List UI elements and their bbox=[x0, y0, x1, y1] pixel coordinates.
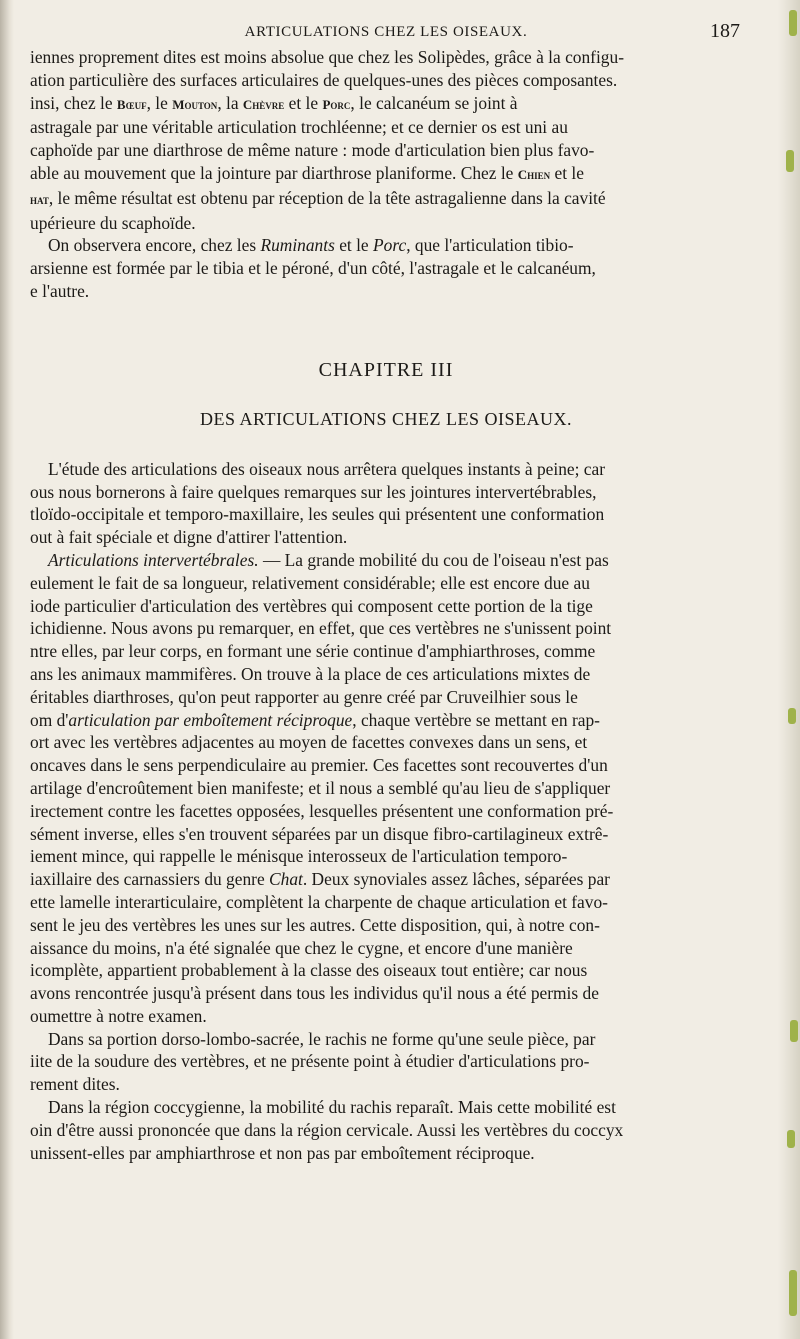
text-line: oumettre à notre examen. bbox=[30, 1005, 207, 1026]
text-line bbox=[30, 868, 742, 891]
animal-name-boeuf: Bœuf bbox=[116, 96, 147, 112]
text-fragment: On observera encore, chez les bbox=[48, 235, 261, 256]
text-fragment: — La grande mobilité du cou de l'oiseau n'est pas bbox=[258, 549, 609, 570]
text-line: eulement le fait de sa longueur, relativement considérable; elle est encore due au bbox=[30, 572, 590, 593]
text-line: ans les animaux mammifères. On trouve à la place de ces articulations mixtes de bbox=[30, 663, 591, 684]
animal-name-mouton: Mouton bbox=[172, 96, 218, 112]
animal-name-porc: Porc bbox=[322, 96, 351, 112]
text-fragment: et le bbox=[284, 92, 323, 113]
animal-name-chat: hat bbox=[30, 191, 49, 207]
text-fragment: , le bbox=[146, 92, 173, 113]
text-line: ntre elles, par leur corps, en formant une série continue d'amphiarthroses, comme bbox=[30, 641, 596, 662]
section-heading: Articulations intervertébrales. bbox=[48, 549, 259, 570]
page-right-edge bbox=[778, 0, 800, 1339]
text-line: artilage d'encroûtement bien manifeste; et il nous a semblé qu'au lieu de s'appliquer bbox=[30, 777, 611, 798]
text-line: iement mince, qui rappelle le ménisque interosseux de l'articulation temporo- bbox=[30, 846, 568, 867]
text-line: iite de la soudure des vertèbres, et ne présente point à étudier d'articulations pro- bbox=[30, 1051, 590, 1072]
italic-ruminants: Ruminants bbox=[260, 235, 335, 256]
paragraph-3 bbox=[30, 458, 742, 549]
text-line: unissent-elles par amphiarthrose et non pas par emboîtement réciproque. bbox=[30, 1142, 535, 1163]
text-line: tloïdo-occipitale et temporo-maxillaire, les seules qui présentent une conformation bbox=[30, 504, 605, 525]
text-line: Dans la région coccygienne, la mobilité du rachis reparaît. Mais cette mobilité est bbox=[48, 1097, 616, 1118]
text-line: avons rencontrée jusqu'à présent dans tous les individus qu'il nous a été permis de bbox=[30, 983, 599, 1004]
edge-ink-mark bbox=[790, 1020, 798, 1042]
edge-ink-mark bbox=[786, 150, 794, 172]
text-line: ette lamelle interarticulaire, complètent la charpente de chaque articulation et favo- bbox=[30, 891, 608, 912]
text-line: caphoïde par une diarthrose de même nature : mode d'articulation bien plus favo- bbox=[30, 140, 595, 161]
text-line: oncaves dans le sens perpendiculaire au premier. Ces facettes sont recouvertes d'un bbox=[30, 755, 608, 776]
text-fragment: able au mouvement que la jointure par diarthrose planiforme. Chez le bbox=[30, 162, 518, 183]
text-line bbox=[30, 234, 742, 257]
text-line: upérieure du scaphoïde. bbox=[30, 212, 196, 233]
animal-name-chevre: Chèvre bbox=[242, 96, 285, 112]
text-line: arsienne est formée par le tibia et le péroné, d'un côté, l'astragale et le calcanéum, bbox=[30, 258, 596, 279]
text-fragment: , le calcanéum se joint à bbox=[350, 92, 518, 113]
text-fragment: et le bbox=[334, 235, 374, 256]
edge-ink-mark bbox=[789, 10, 797, 36]
paragraph-4 bbox=[30, 549, 742, 1028]
text-fragment: , que l'articulation tibio- bbox=[406, 235, 574, 256]
text-line bbox=[30, 187, 742, 212]
text-line: irectement contre les facettes opposées, lesquelles présentent une conformation pré- bbox=[30, 800, 614, 821]
text-line: out à fait spéciale et digne d'attirer l'attention. bbox=[30, 527, 348, 548]
text-fragment: . Deux synoviales assez lâches, séparées par bbox=[302, 869, 610, 890]
running-head bbox=[30, 14, 742, 46]
text-line: astragale par une véritable articulation trochléenne; et ce dernier os est uni au bbox=[30, 117, 568, 138]
paragraph-1 bbox=[30, 46, 742, 234]
paragraph-6 bbox=[30, 1096, 742, 1164]
text-line bbox=[30, 549, 742, 572]
text-line: rement dites. bbox=[30, 1074, 120, 1095]
chapter-title: CHAPITRE III bbox=[318, 358, 454, 381]
text-line: iode particulier d'articulation des vertèbres qui composent cette portion de la tige bbox=[30, 595, 593, 616]
text-line: e l'autre. bbox=[30, 280, 90, 301]
text-fragment: , le même résultat est obtenu par réception de la tête astragalienne dans la cavité bbox=[48, 187, 606, 208]
text-fragment: om d' bbox=[30, 709, 69, 730]
text-line: ort avec les vertèbres adjacentes au moyen de facettes convexes dans un sens, et bbox=[30, 732, 588, 753]
text-line: icomplète, appartient probablement à la classe des oiseaux tout entière; car nous bbox=[30, 960, 588, 981]
book-page bbox=[30, 14, 742, 1164]
text-line: ichidienne. Nous avons pu remarquer, en effet, que ces vertèbres ne s'unissent point bbox=[30, 618, 612, 639]
chapter-subtitle: DES ARTICULATIONS CHEZ LES OISEAUX. bbox=[200, 408, 572, 429]
text-fragment: , la bbox=[217, 92, 243, 113]
text-line: L'étude des articulations des oiseaux nous arrêtera quelques instants à peine; car bbox=[48, 458, 606, 479]
text-line: éritables diarthroses, qu'on peut rapporter au genre créé par Cruveilhier sous le bbox=[30, 686, 578, 707]
text-fragment: insi, chez le bbox=[30, 92, 117, 113]
page-gutter-shadow bbox=[0, 0, 14, 1339]
text-line: aissance du moins, n'a été signalée que chez le cygne, et encore d'une manière bbox=[30, 937, 573, 958]
edge-ink-mark bbox=[788, 708, 796, 724]
running-head-title: ARTICULATIONS CHEZ LES OISEAUX. bbox=[244, 24, 528, 40]
text-line: iennes proprement dites est moins absolue que chez les Solipèdes, grâce à la configu- bbox=[30, 47, 624, 67]
page-number: 187 bbox=[710, 20, 740, 42]
text-line: ation particulière des surfaces articulaires de quelques-unes des pièces composantes. bbox=[30, 69, 618, 90]
text-line: sément inverse, elles s'en trouvent séparées par un disque fibro-cartilagineux extrê- bbox=[30, 823, 609, 844]
edge-ink-mark bbox=[787, 1130, 795, 1148]
text-line: ous nous bornerons à faire quelques remarques sur les jointures intervertébrables, bbox=[30, 481, 597, 502]
italic-term: articulation par emboîtement réciproque bbox=[68, 709, 353, 730]
text-line: oin d'être aussi prononcée que dans la région cervicale. Aussi les vertèbres du coccyx bbox=[30, 1119, 624, 1140]
paragraph-2 bbox=[30, 234, 742, 302]
text-line: sent le jeu des vertèbres les unes sur les autres. Cette disposition, qui, à notre con- bbox=[30, 914, 600, 935]
paragraph-5 bbox=[30, 1028, 742, 1096]
text-fragment: et le bbox=[550, 162, 584, 183]
italic-chat: Chat bbox=[269, 869, 303, 890]
text-fragment: , chaque vertèbre se mettant en rap- bbox=[352, 709, 600, 730]
text-line bbox=[30, 92, 742, 117]
text-line bbox=[30, 709, 742, 732]
text-line bbox=[30, 162, 742, 187]
text-fragment: iaxillaire des carnassiers du genre bbox=[30, 869, 270, 890]
edge-ink-mark bbox=[789, 1270, 797, 1316]
text-line: Dans sa portion dorso-lombo-sacrée, le rachis ne forme qu'une seule pièce, par bbox=[48, 1028, 596, 1049]
italic-porc: Porc bbox=[373, 235, 407, 256]
animal-name-chien: Chien bbox=[517, 166, 551, 182]
